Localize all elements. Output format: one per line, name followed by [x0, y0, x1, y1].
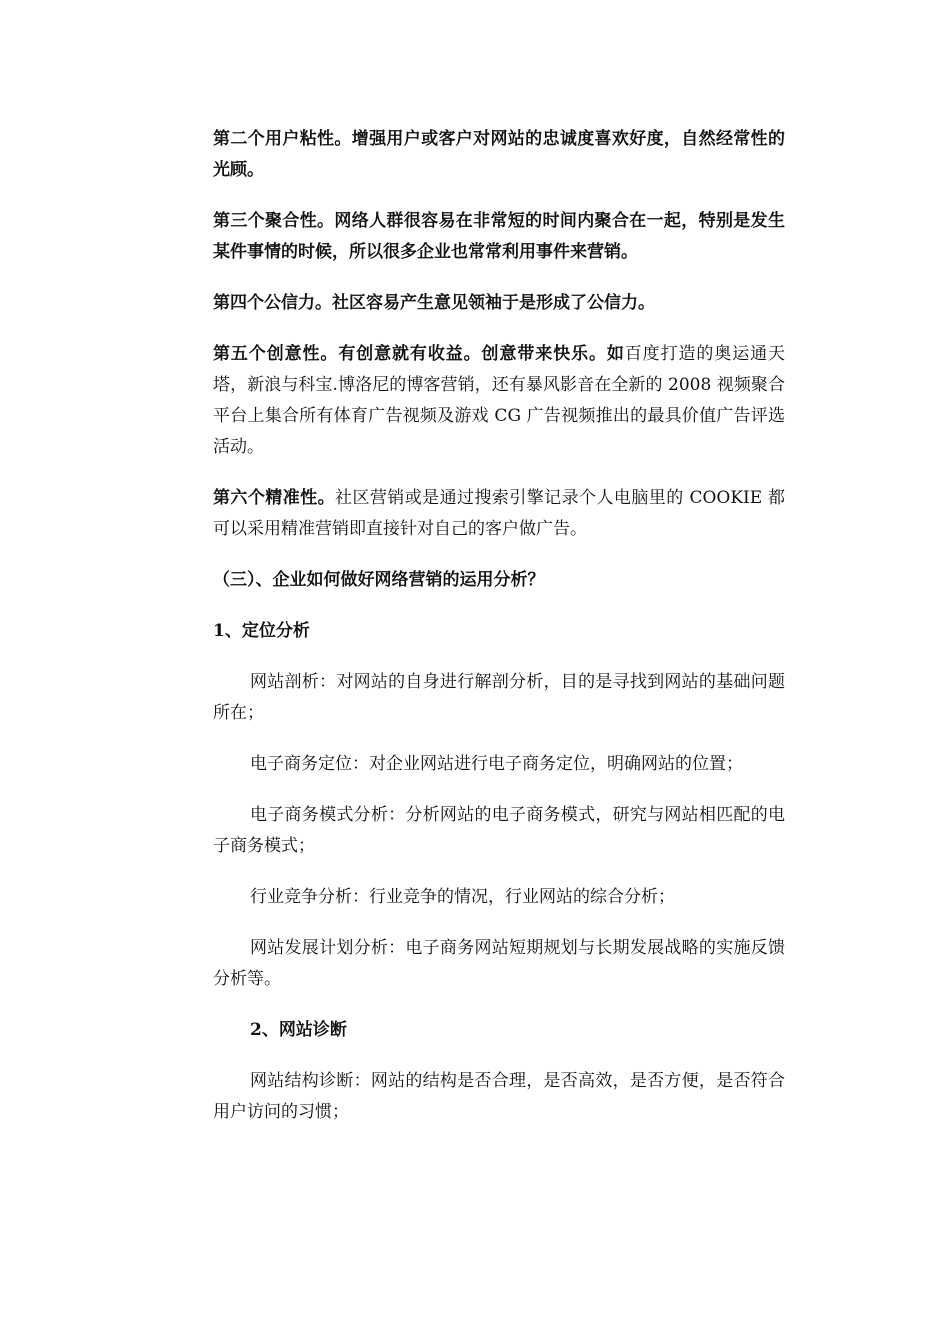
paragraph-aggregation: 第三个聚合性。网络人群很容易在非常短的时间内聚合在一起，特别是发生某件事情的时候，所以很多企业也常常利用事件来营销。 — [213, 211, 785, 262]
paragraph-creativity-body: 百度打造的奥运通天塔，新浪与科宝.博洛尼的博客营销，还有暴风影音在全新的 2008 视频聚合平台上集合所有体育广告视频及游戏 CG 广告视频推出的最具价值广告评选活动。 — [213, 344, 786, 457]
list-item: 电子商务定位：对企业网站进行电子商务定位，明确网站的位置； — [250, 754, 743, 774]
list-item: 行业竞争分析：行业竞争的情况，行业网站的综合分析； — [250, 887, 675, 907]
subheading-positioning-analysis: 1、定位分析 — [213, 621, 310, 641]
paragraph-precision-body: 社区营销或是通过搜索引擎记录个人电脑里的 COOKIE 都可以采用精准营销即直接针对自己的客户做广告。 — [213, 488, 785, 539]
paragraph-user-stickiness: 第二个用户粘性。增强用户或客户对网站的忠诚度喜欢好度，自然经常性的光顾。 — [213, 129, 785, 180]
section-heading-3: （三）、企业如何做好网络营销的运用分析？ — [213, 570, 545, 590]
list-item: 电子商务模式分析：分析网站的电子商务模式，研究与网站相匹配的电子商务模式； — [213, 805, 785, 856]
list-item: 网站剖析：对网站的自身进行解剖分析，目的是寻找到网站的基础问题所在； — [213, 672, 785, 723]
list-item: 网站结构诊断：网站的结构是否合理，是否高效，是否方便，是否符合用户访问的习惯； — [213, 1071, 785, 1122]
document-page — [213, 124, 785, 1148]
paragraph-precision-lead: 第六个精准性。 — [213, 488, 336, 508]
paragraph-credibility: 第四个公信力。社区容易产生意见领袖于是形成了公信力。 — [213, 293, 655, 313]
paragraph-precision — [213, 483, 785, 545]
paragraph-creativity-lead: 第五个创意性。有创意就有收益。创意带来快乐。如 — [213, 344, 625, 364]
paragraph-creativity — [213, 339, 785, 463]
list-item: 网站发展计划分析：电子商务网站短期规划与长期发展战略的实施反馈分析等。 — [213, 938, 785, 989]
subheading-site-diagnosis: 2、网站诊断 — [250, 1020, 347, 1040]
